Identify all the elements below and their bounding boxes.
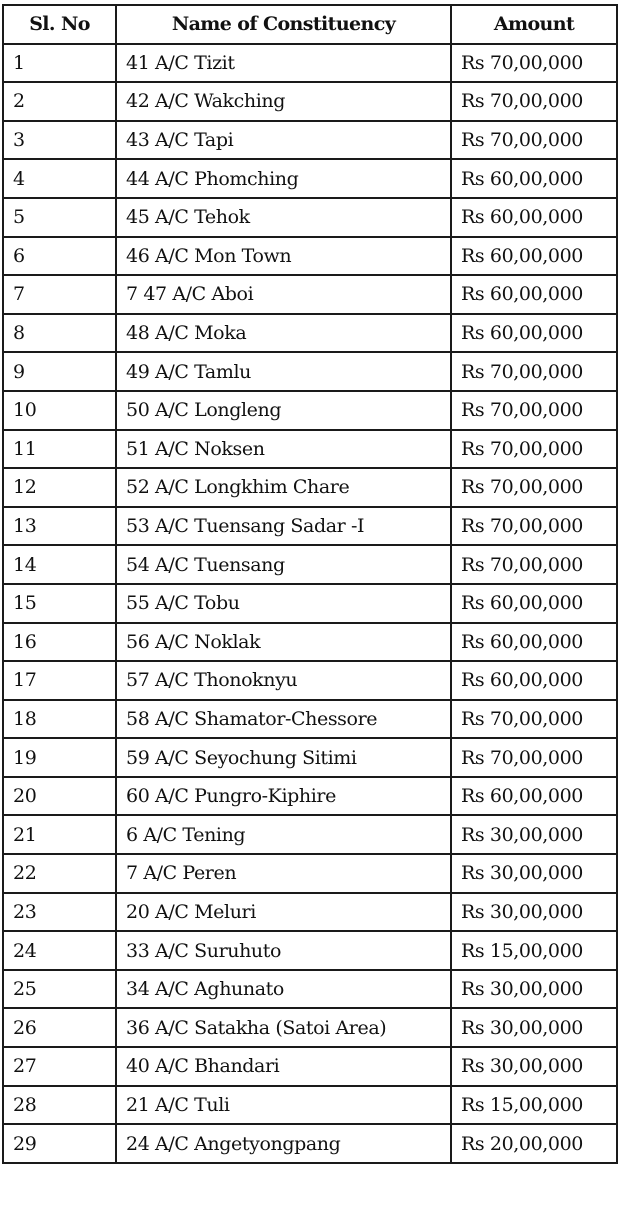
cell-amount: Rs 30,00,000: [451, 1047, 617, 1086]
cell-constituency: 50 A/C Longleng: [116, 391, 451, 430]
table-row: [3, 237, 617, 276]
table-row: [3, 44, 617, 83]
cell-sl-no: 12: [3, 468, 116, 507]
cell-constituency: 56 A/C Noklak: [116, 623, 451, 662]
header-sl-no: Sl. No: [3, 5, 116, 44]
table-row: [3, 1124, 617, 1163]
cell-sl-no: 6: [3, 237, 116, 276]
cell-constituency: 52 A/C Longkhim Chare: [116, 468, 451, 507]
cell-constituency: 41 A/C Tizit: [116, 44, 451, 83]
cell-sl-no: 18: [3, 700, 116, 739]
cell-constituency: 6 A/C Tening: [116, 815, 451, 854]
cell-sl-no: 25: [3, 970, 116, 1009]
cell-amount: Rs 70,00,000: [451, 430, 617, 469]
table-row: [3, 623, 617, 662]
cell-constituency: 51 A/C Noksen: [116, 430, 451, 469]
cell-amount: Rs 60,00,000: [451, 314, 617, 353]
cell-sl-no: 4: [3, 159, 116, 198]
table-row: [3, 430, 617, 469]
table-row: [3, 468, 617, 507]
cell-constituency: 7 47 A/C Aboi: [116, 275, 451, 314]
cell-sl-no: 15: [3, 584, 116, 623]
table-row: [3, 82, 617, 121]
cell-amount: Rs 60,00,000: [451, 237, 617, 276]
cell-constituency: 54 A/C Tuensang: [116, 545, 451, 584]
cell-sl-no: 16: [3, 623, 116, 662]
cell-sl-no: 27: [3, 1047, 116, 1086]
cell-amount: Rs 30,00,000: [451, 893, 617, 932]
cell-amount: Rs 70,00,000: [451, 507, 617, 546]
cell-constituency: 59 A/C Seyochung Sitimi: [116, 738, 451, 777]
cell-amount: Rs 70,00,000: [451, 738, 617, 777]
cell-constituency: 53 A/C Tuensang Sadar -I: [116, 507, 451, 546]
cell-constituency: 7 A/C Peren: [116, 854, 451, 893]
cell-sl-no: 17: [3, 661, 116, 700]
cell-amount: Rs 60,00,000: [451, 661, 617, 700]
cell-constituency: 49 A/C Tamlu: [116, 352, 451, 391]
table-row: [3, 352, 617, 391]
cell-constituency: 57 A/C Thonoknyu: [116, 661, 451, 700]
cell-sl-no: 13: [3, 507, 116, 546]
cell-constituency: 33 A/C Suruhuto: [116, 931, 451, 970]
table-row: [3, 159, 617, 198]
cell-sl-no: 28: [3, 1086, 116, 1125]
cell-amount: Rs 60,00,000: [451, 275, 617, 314]
cell-constituency: 40 A/C Bhandari: [116, 1047, 451, 1086]
cell-constituency: 46 A/C Mon Town: [116, 237, 451, 276]
cell-amount: Rs 15,00,000: [451, 931, 617, 970]
cell-sl-no: 7: [3, 275, 116, 314]
cell-constituency: 58 A/C Shamator-Chessore: [116, 700, 451, 739]
table-row: [3, 1008, 617, 1047]
cell-amount: Rs 20,00,000: [451, 1124, 617, 1163]
cell-constituency: 45 A/C Tehok: [116, 198, 451, 237]
cell-constituency: 48 A/C Moka: [116, 314, 451, 353]
cell-amount: Rs 70,00,000: [451, 44, 617, 83]
cell-sl-no: 10: [3, 391, 116, 430]
cell-sl-no: 19: [3, 738, 116, 777]
cell-constituency: 60 A/C Pungro-Kiphire: [116, 777, 451, 816]
cell-constituency: 21 A/C Tuli: [116, 1086, 451, 1125]
table-row: [3, 1047, 617, 1086]
cell-amount: Rs 70,00,000: [451, 700, 617, 739]
cell-constituency: 55 A/C Tobu: [116, 584, 451, 623]
table-row: [3, 1086, 617, 1125]
cell-sl-no: 3: [3, 121, 116, 160]
cell-sl-no: 24: [3, 931, 116, 970]
cell-sl-no: 22: [3, 854, 116, 893]
cell-constituency: 24 A/C Angetyongpang: [116, 1124, 451, 1163]
cell-amount: Rs 70,00,000: [451, 468, 617, 507]
constituency-amount-table: [2, 4, 618, 1164]
cell-sl-no: 9: [3, 352, 116, 391]
table-row: [3, 661, 617, 700]
header-row: [3, 5, 617, 44]
header-constituency: Name of Constituency: [116, 5, 451, 44]
cell-amount: Rs 60,00,000: [451, 198, 617, 237]
cell-sl-no: 2: [3, 82, 116, 121]
cell-amount: Rs 70,00,000: [451, 352, 617, 391]
cell-sl-no: 20: [3, 777, 116, 816]
cell-constituency: 36 A/C Satakha (Satoi Area): [116, 1008, 451, 1047]
cell-sl-no: 1: [3, 44, 116, 83]
table-row: [3, 121, 617, 160]
table-row: [3, 854, 617, 893]
table-row: [3, 931, 617, 970]
table-row: [3, 893, 617, 932]
table-row: [3, 700, 617, 739]
cell-amount: Rs 30,00,000: [451, 1008, 617, 1047]
table-row: [3, 970, 617, 1009]
cell-sl-no: 23: [3, 893, 116, 932]
table-row: [3, 275, 617, 314]
cell-amount: Rs 70,00,000: [451, 545, 617, 584]
cell-amount: Rs 30,00,000: [451, 854, 617, 893]
table-body: [3, 44, 617, 1163]
cell-constituency: 20 A/C Meluri: [116, 893, 451, 932]
table-row: [3, 507, 617, 546]
cell-amount: Rs 60,00,000: [451, 159, 617, 198]
cell-constituency: 44 A/C Phomching: [116, 159, 451, 198]
table-header: [3, 5, 617, 44]
cell-sl-no: 5: [3, 198, 116, 237]
cell-sl-no: 26: [3, 1008, 116, 1047]
header-amount: Amount: [451, 5, 617, 44]
cell-sl-no: 29: [3, 1124, 116, 1163]
table-row: [3, 314, 617, 353]
cell-sl-no: 14: [3, 545, 116, 584]
cell-constituency: 42 A/C Wakching: [116, 82, 451, 121]
cell-amount: Rs 30,00,000: [451, 815, 617, 854]
table-row: [3, 584, 617, 623]
cell-amount: Rs 70,00,000: [451, 391, 617, 430]
cell-amount: Rs 60,00,000: [451, 777, 617, 816]
cell-amount: Rs 70,00,000: [451, 82, 617, 121]
cell-constituency: 34 A/C Aghunato: [116, 970, 451, 1009]
cell-sl-no: 8: [3, 314, 116, 353]
cell-amount: Rs 60,00,000: [451, 623, 617, 662]
table-row: [3, 198, 617, 237]
table-row: [3, 738, 617, 777]
cell-amount: Rs 15,00,000: [451, 1086, 617, 1125]
cell-amount: Rs 30,00,000: [451, 970, 617, 1009]
table-row: [3, 777, 617, 816]
cell-amount: Rs 60,00,000: [451, 584, 617, 623]
table-row: [3, 815, 617, 854]
cell-sl-no: 21: [3, 815, 116, 854]
table-row: [3, 391, 617, 430]
cell-constituency: 43 A/C Tapi: [116, 121, 451, 160]
cell-sl-no: 11: [3, 430, 116, 469]
cell-amount: Rs 70,00,000: [451, 121, 617, 160]
table-row: [3, 545, 617, 584]
